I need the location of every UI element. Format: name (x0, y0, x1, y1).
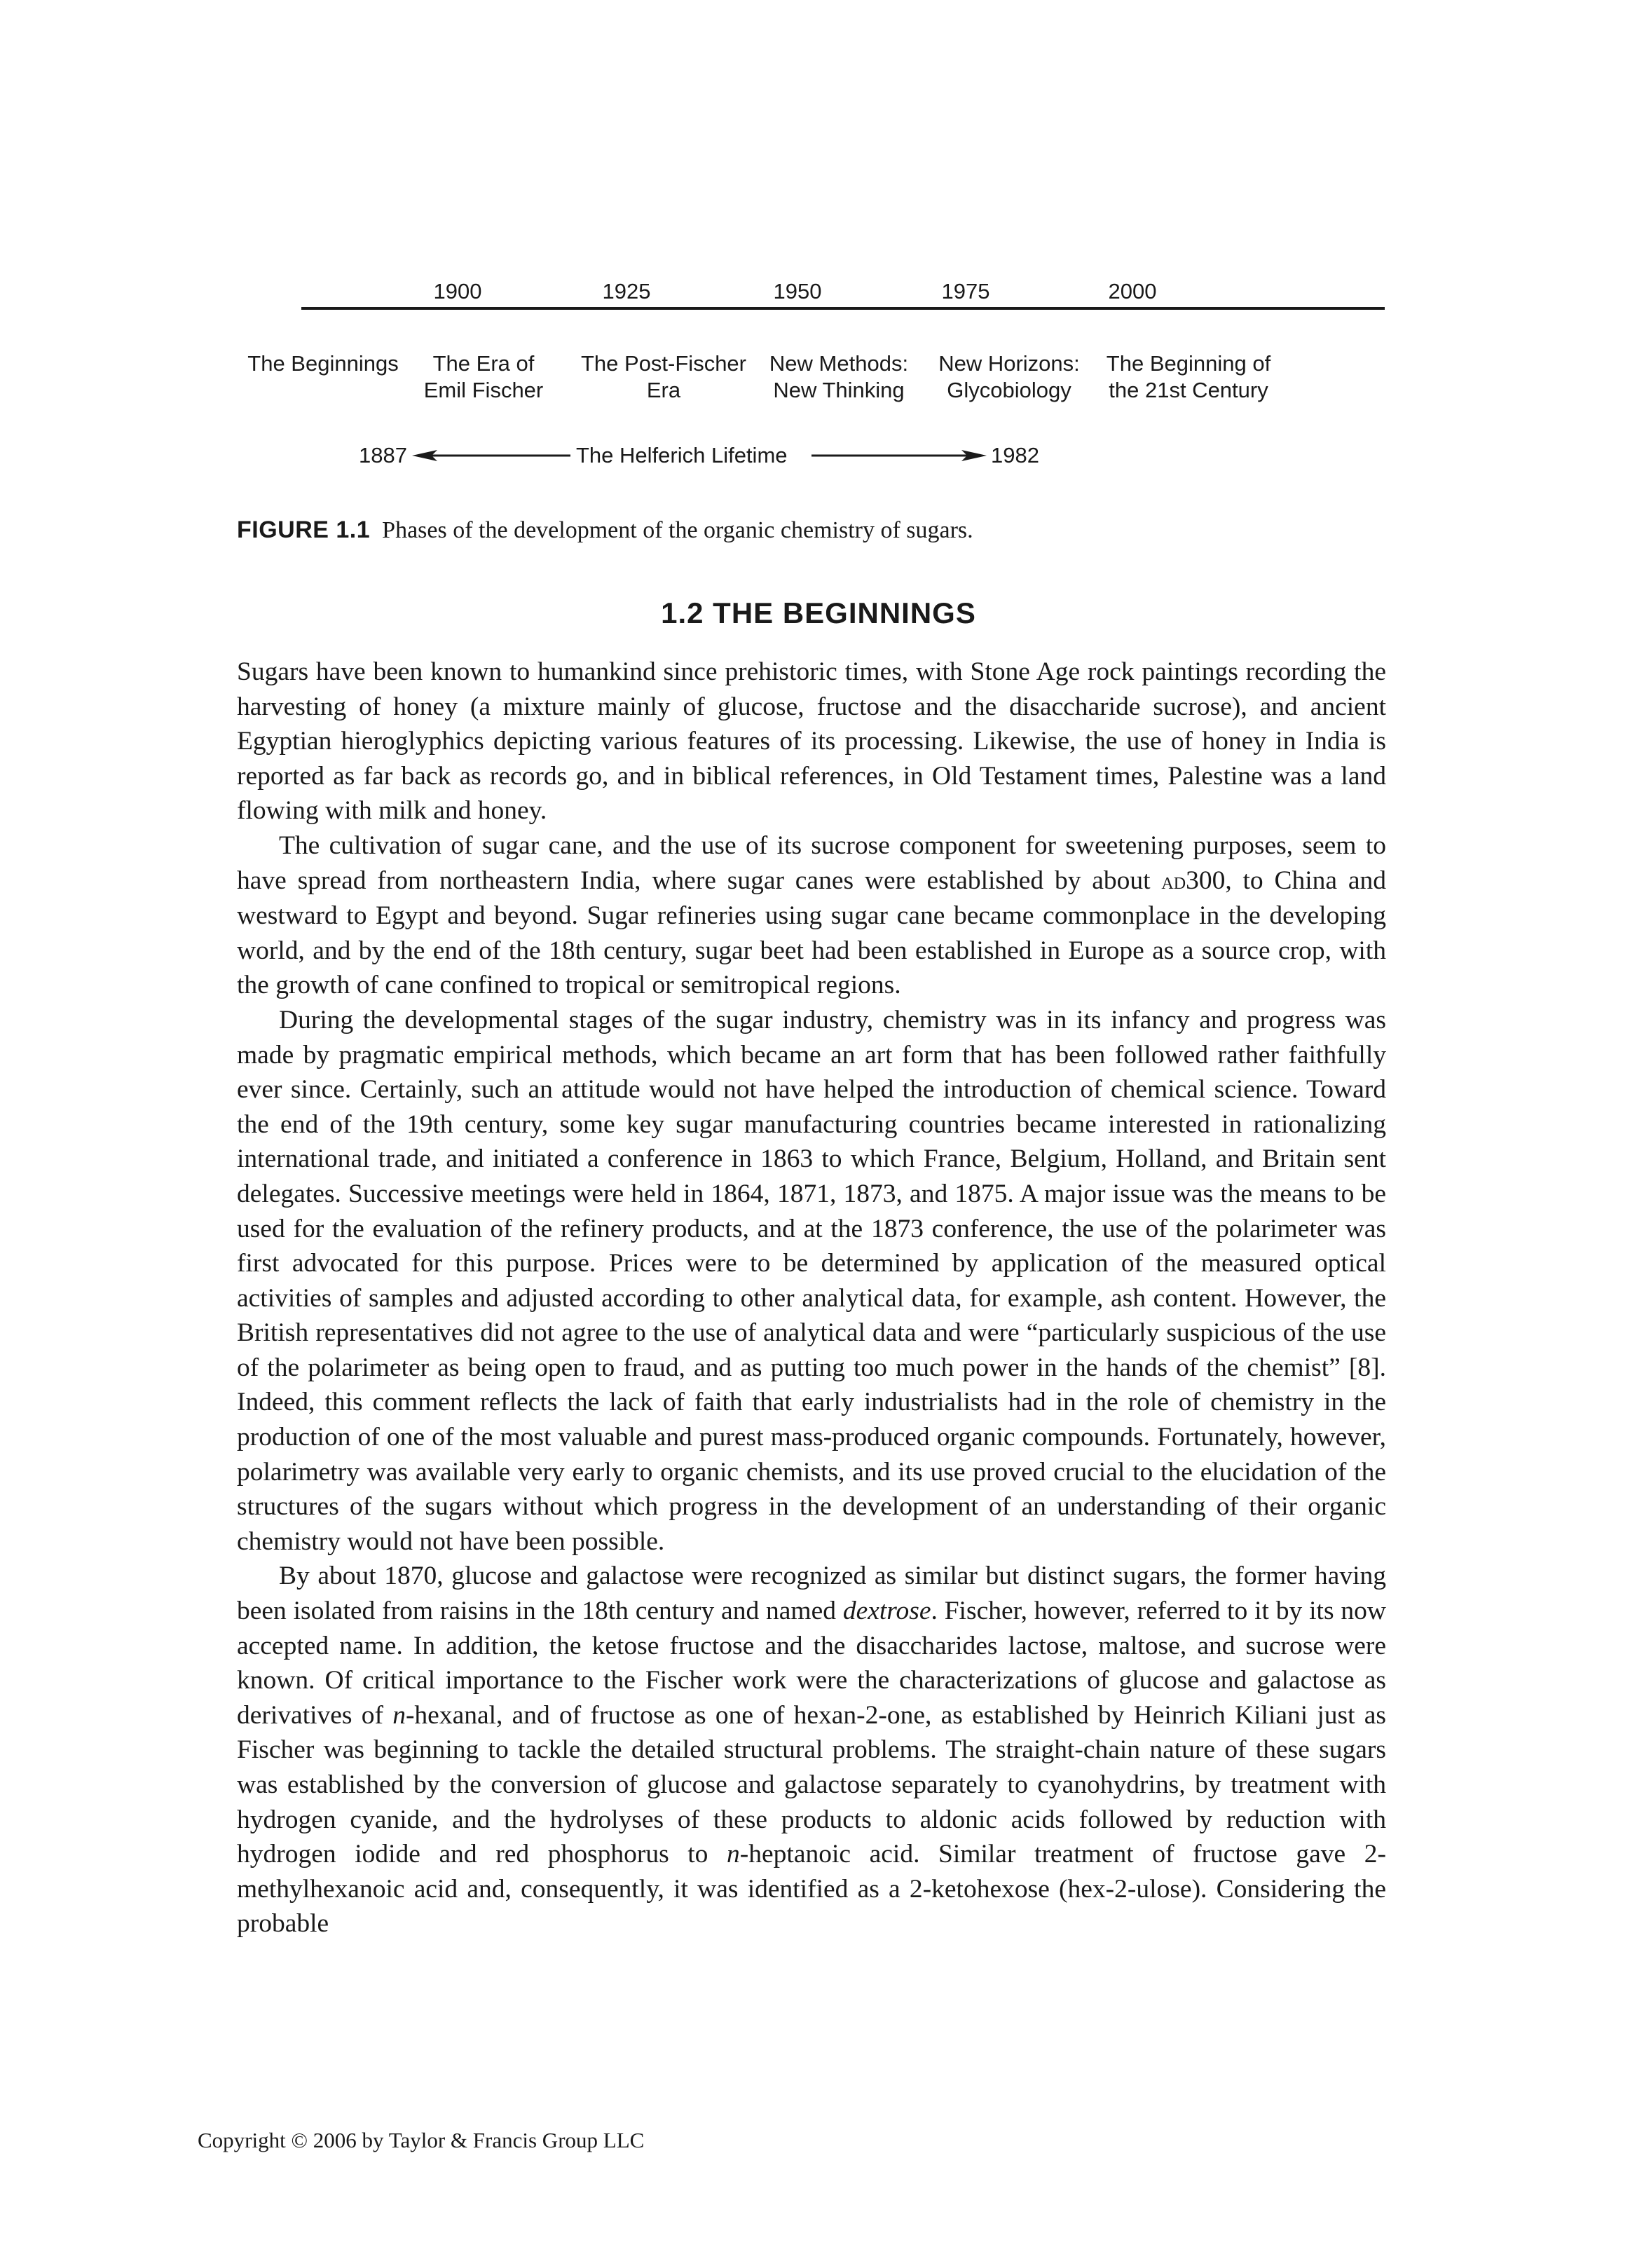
paragraph-3: During the developmental stages of the sugar industry, chemistry was in its infancy and progress was made by pragmatic empirical methods, which became an art form that has been followed rather faithfully ever since. Certainly, such an attitude would not have helped the introduction of chemical science. Toward the end of the 19th century, some key sugar manufacturing countries became interested in rationalizing international trade, and initiated a conference in 1863 to which France, Belgium, Holland, and Britain sent delegates. Successive meetings were held in 1864, 1871, 1873, and 1875. A major issue was the means to be used for the evaluation of the refinery products, and at the 1873 conference, the use of the polarimeter was first advocated for this purpose. Prices were to be determined by application of the measured optical activities of samples and adjusted according to other analytical data, for example, ash content. However, the British representatives did not agree to the use of analytical data and were “particularly suspicious of the use of the polarimeter as being open to fraud, and as putting too much power in the hands of the chemist” [8]. Indeed, this comment reflects the lack of faith that early industrialists had in the role of chemistry in the production of one of the most valuable and purest mass-produced organic compounds. Fortunately, however, polarimetry was available very early to organic chemists, and its use proved crucial to the elucidation of the structures of the sugars without which progress in the development of an understanding of their organic chemistry would not have been possible. (237, 1005, 1386, 1556)
phase-post-fischer: The Post-Fischer Era (580, 351, 746, 402)
paragraph-4-part-d: -heptanoic acid. Similar treatment of fructose gave 2-methylhexanoic acid and, consequently, it was identified as a 2-ketohexose (hex-2-ulose). Considering the probable (237, 1840, 1387, 1939)
ad-era-mark: ad (1161, 867, 1186, 894)
phase-beginnings: The Beginnings (247, 351, 399, 376)
paragraph-2-part-b: 300, to China and westward to Egypt and beyond. Sugar refineries using sugar cane became commonplace in the developing world, and by the end of the 18th century, sugar beet had been established in Europe as a source crop, with the growth of cane confined to tropical or semitropical regions. (237, 866, 1386, 1000)
year-2000: 2000 (1108, 279, 1157, 303)
lifetime-end: 1982 (991, 443, 1039, 467)
section-heading: 1.2 THE BEGINNINGS (661, 596, 976, 629)
year-1950: 1950 (773, 279, 822, 303)
timeline-axis (301, 307, 1385, 310)
paragraph-4-part-a: By about 1870, glucose and galactose were recognized as similar but distinct sugars, the former having been isolated from raisins in the 18th century and named (237, 1562, 1386, 1626)
paragraph-2-part-a: The cultivation of sugar cane, and the use of its sucrose component for sweetening purposes, seem to have spread from northeastern India, where sugar canes were established by about (237, 831, 1386, 895)
arrow-right-icon (811, 447, 987, 464)
prefix-n-2: n (727, 1840, 740, 1869)
term-dextrose: dextrose (842, 1597, 931, 1626)
phase-fischer-era: The Era of Emil Fischer (423, 351, 544, 402)
paragraph-1: Sugars have been known to humankind since prehistoric times, with Stone Age rock paintings recording the harvesting of honey (a mixture mainly of glucose, fructose and the disaccharide sucrose), and ancient Egyptian hieroglyphics depicting various features of its processing. Likewise, the use of honey in India is reported as far back as records go, and in biblical references, in Old Testament times, Palestine was a land flowing with milk and honey. (237, 657, 1386, 826)
figure-caption (237, 515, 973, 545)
paragraph-4-part-b: . Fischer, however, referred to it by its now accepted name. In addition, the ketose fructose and the disaccharides lactose, maltose, and sucrose were known. Of critical importance to the Fischer work were the characterizations of glucose and galactose as derivatives of (237, 1597, 1386, 1730)
year-1925: 1925 (602, 279, 651, 303)
figure-caption-label: FIGURE 1.1 (237, 517, 371, 543)
paragraph-2 (237, 828, 1386, 1003)
figure-caption-text: Phases of the development of the organic chemistry of sugars. (382, 517, 973, 543)
lifetime-start: 1887 (359, 443, 407, 467)
paragraph-4-part-c: -hexanal, and of fructose as one of hexan-2-one, as established by Heinrich Kiliani just as Fischer was beginning to tackle the detailed structural problems. The straight-chain nature of these sugars was established by the conversion of glucose and galactose separately to cyanohydrins, by treatment with hydrogen cyanide, and the hydrolyses of these products to aldonic acids followed by reduction with hydrogen iodide and red phosphorus to (237, 1700, 1387, 1869)
prefix-n-1: n (392, 1700, 406, 1730)
paragraph-4 (237, 1559, 1386, 1941)
phase-21st-century: The Beginning of the 21st Century (1106, 351, 1271, 402)
arrow-left-icon (412, 447, 570, 464)
year-1975: 1975 (941, 279, 990, 303)
phase-new-horizons: New Horizons: Glycobiology (938, 351, 1080, 402)
year-1900: 1900 (433, 279, 482, 303)
body-text (237, 655, 1386, 1941)
copyright-footer: Copyright © 2006 by Taylor & Francis Group LLC (198, 2128, 645, 2152)
helferich-lifetime (0, 442, 1637, 470)
phase-new-methods: New Methods: New Thinking (769, 351, 909, 402)
lifetime-label: The Helferich Lifetime (576, 443, 788, 467)
